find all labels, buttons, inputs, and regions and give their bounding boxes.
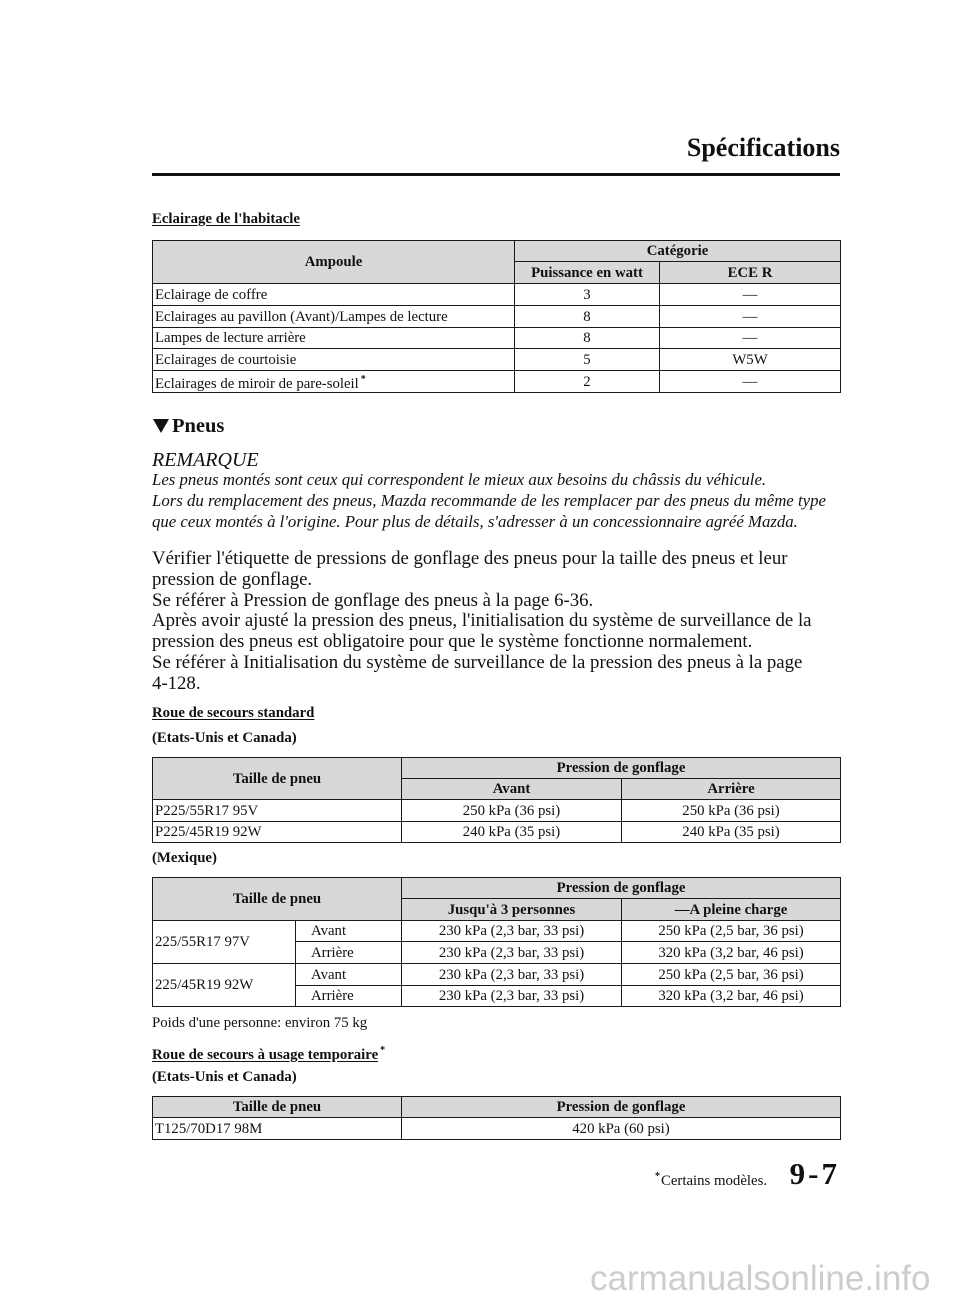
- note-title: REMARQUE: [152, 449, 259, 471]
- tire-size: 225/45R19 92W: [153, 964, 296, 1007]
- col-pressure: Pression de gonflage: [402, 878, 841, 899]
- pressure-up-to-3: 230 kPa (2,3 bar, 33 psi): [402, 921, 622, 942]
- body-line: Vérifier l'étiquette de pressions de gonflage des pneus pour la taille des pneus et leur: [152, 548, 788, 569]
- front-pressure: 240 kPa (35 psi): [402, 822, 622, 843]
- tire-size: P225/45R19 92W: [153, 822, 402, 843]
- pressure-full-load: 250 kPa (2,5 bar, 36 psi): [622, 921, 841, 942]
- table-row: [153, 822, 841, 843]
- interior-lighting-heading: Eclairage de l'habitacle: [152, 211, 300, 227]
- temporary-spare-heading: [152, 1042, 385, 1064]
- tires-heading: Pneus: [172, 415, 225, 437]
- ece-value: ―: [660, 328, 841, 349]
- col-ece: ECE R: [660, 262, 841, 284]
- bulb-name: Lampes de lecture arrière: [153, 328, 515, 349]
- temporary-spare-heading-text: Roue de secours à usage temporaire: [152, 1047, 379, 1063]
- region-label: (Etats-Unis et Canada): [152, 730, 297, 746]
- tire-size: T125/70D17 98M: [153, 1118, 402, 1140]
- table-row: [153, 371, 841, 393]
- interior-lighting-table: [152, 240, 841, 393]
- col-tire-size: Taille de pneu: [153, 1097, 402, 1118]
- pressure-up-to-3: 230 kPa (2,3 bar, 33 psi): [402, 986, 622, 1007]
- pressure-full-load: 250 kPa (2,5 bar, 36 psi): [622, 964, 841, 986]
- body-line: Après avoir ajusté la pression des pneus, l'initialisation du système de surveillance de la: [152, 610, 812, 632]
- table-row: [153, 1118, 841, 1140]
- note-line: Lors du remplacement des pneus, Mazda recommande de les remplacer par des pneus du même type: [152, 491, 826, 510]
- body-line: pression de gonflage.: [152, 568, 313, 590]
- axle-position: Arrière: [296, 986, 402, 1007]
- body-line: Se référer à Initialisation du système de surveillance de la pression des pneus à la page: [152, 652, 803, 674]
- bulb-name: Eclairages au pavillon (Avant)/Lampes de lecture: [153, 306, 515, 328]
- body-line: 4-128.: [152, 672, 201, 694]
- tire-size: P225/55R17 95V: [153, 800, 402, 822]
- note-line: Les pneus montés sont ceux qui correspondent le mieux aux besoins du châssis du véhicule.: [152, 470, 767, 489]
- triangle-down-icon: [153, 419, 169, 433]
- body-line: Se référer à Pression de gonflage des pneus à la page 6-36.: [152, 589, 594, 611]
- wattage-value: 8: [515, 328, 660, 349]
- ece-value: ―: [660, 371, 841, 393]
- bulb-name: Eclairages de miroir de pare-soleil: [155, 375, 359, 392]
- region-label: (Etats-Unis et Canada): [152, 1069, 297, 1085]
- wattage-value: 3: [515, 284, 660, 306]
- ece-value: ―: [660, 306, 841, 328]
- col-wattage: Puissance en watt: [515, 262, 660, 284]
- mexico-pressure-table: [152, 877, 841, 1007]
- col-front: Avant: [402, 779, 622, 800]
- col-tire-size: Taille de pneu: [153, 758, 402, 800]
- temporary-spare-table: [152, 1096, 841, 1140]
- axle-position: Avant: [296, 921, 402, 942]
- col-full-load: ―A pleine charge: [622, 899, 841, 921]
- front-pressure: 250 kPa (36 psi): [402, 800, 622, 822]
- tire-pressure: 420 kPa (60 psi): [402, 1118, 841, 1140]
- axle-position: Avant: [296, 964, 402, 986]
- rear-pressure: 250 kPa (36 psi): [622, 800, 841, 822]
- note-text: [152, 469, 826, 532]
- col-pressure: Pression de gonflage: [402, 1097, 841, 1118]
- header-rule: [152, 173, 840, 176]
- page-number: 9-7: [789, 1156, 840, 1191]
- body-line: pression des pneus est obligatoire pour que le système fonctionne normalement.: [152, 631, 753, 653]
- col-pressure: Pression de gonflage: [402, 758, 841, 779]
- wattage-value: 5: [515, 349, 660, 371]
- pressure-full-load: 320 kPa (3,2 bar, 46 psi): [622, 942, 841, 964]
- pressure-up-to-3: 230 kPa (2,3 bar, 33 psi): [402, 942, 622, 964]
- region-label: (Mexique): [152, 850, 217, 866]
- certain-models-mark: *: [380, 1045, 386, 1056]
- certain-models-mark: *: [360, 373, 366, 385]
- pressure-up-to-3: 230 kPa (2,3 bar, 33 psi): [402, 964, 622, 986]
- person-weight-note: Poids d'une personne: environ 75 kg: [152, 1015, 368, 1031]
- rear-pressure: 240 kPa (35 psi): [622, 822, 841, 843]
- tire-size: 225/55R17 97V: [153, 921, 296, 964]
- watermark: carmanualsonline.info: [590, 1259, 931, 1295]
- note-line: que ceux montés à l'origine. Pour plus de détails, s'adresser à un concessionnaire agréé Mazda.: [152, 512, 798, 531]
- col-bulb: Ampoule: [153, 241, 515, 284]
- bulb-name: Eclairages de courtoisie: [153, 349, 515, 371]
- certain-models-mark: *: [655, 1171, 660, 1182]
- table-header-row: [153, 758, 841, 779]
- wattage-value: 2: [515, 371, 660, 393]
- bulb-name: Eclairage de coffre: [153, 284, 515, 306]
- col-tire-size: Taille de pneu: [153, 878, 402, 921]
- col-up-to-3-persons: Jusqu'à 3 personnes: [402, 899, 622, 921]
- col-category: Catégorie: [515, 241, 841, 262]
- table-row: [153, 306, 841, 328]
- footnote: [655, 1168, 767, 1190]
- bulb-name-cell: [153, 371, 515, 393]
- table-header-row: [153, 878, 841, 899]
- table-row: [153, 284, 841, 306]
- table-row: [153, 964, 841, 986]
- tires-body-text: [152, 549, 812, 695]
- ece-value: ―: [660, 284, 841, 306]
- table-header-row: [153, 1097, 841, 1118]
- footnote-text: Certains modèles.: [661, 1173, 768, 1189]
- axle-position: Arrière: [296, 942, 402, 964]
- col-rear: Arrière: [622, 779, 841, 800]
- pressure-full-load: 320 kPa (3,2 bar, 46 psi): [622, 986, 841, 1007]
- wattage-value: 8: [515, 306, 660, 328]
- table-row: [153, 328, 841, 349]
- ece-value: W5W: [660, 349, 841, 371]
- standard-spare-table: [152, 757, 841, 843]
- standard-spare-heading: Roue de secours standard: [152, 705, 315, 721]
- section-title: Spécifications: [686, 133, 840, 162]
- table-header-row: [153, 241, 841, 262]
- table-row: [153, 349, 841, 371]
- table-row: [153, 921, 841, 942]
- table-row: [153, 800, 841, 822]
